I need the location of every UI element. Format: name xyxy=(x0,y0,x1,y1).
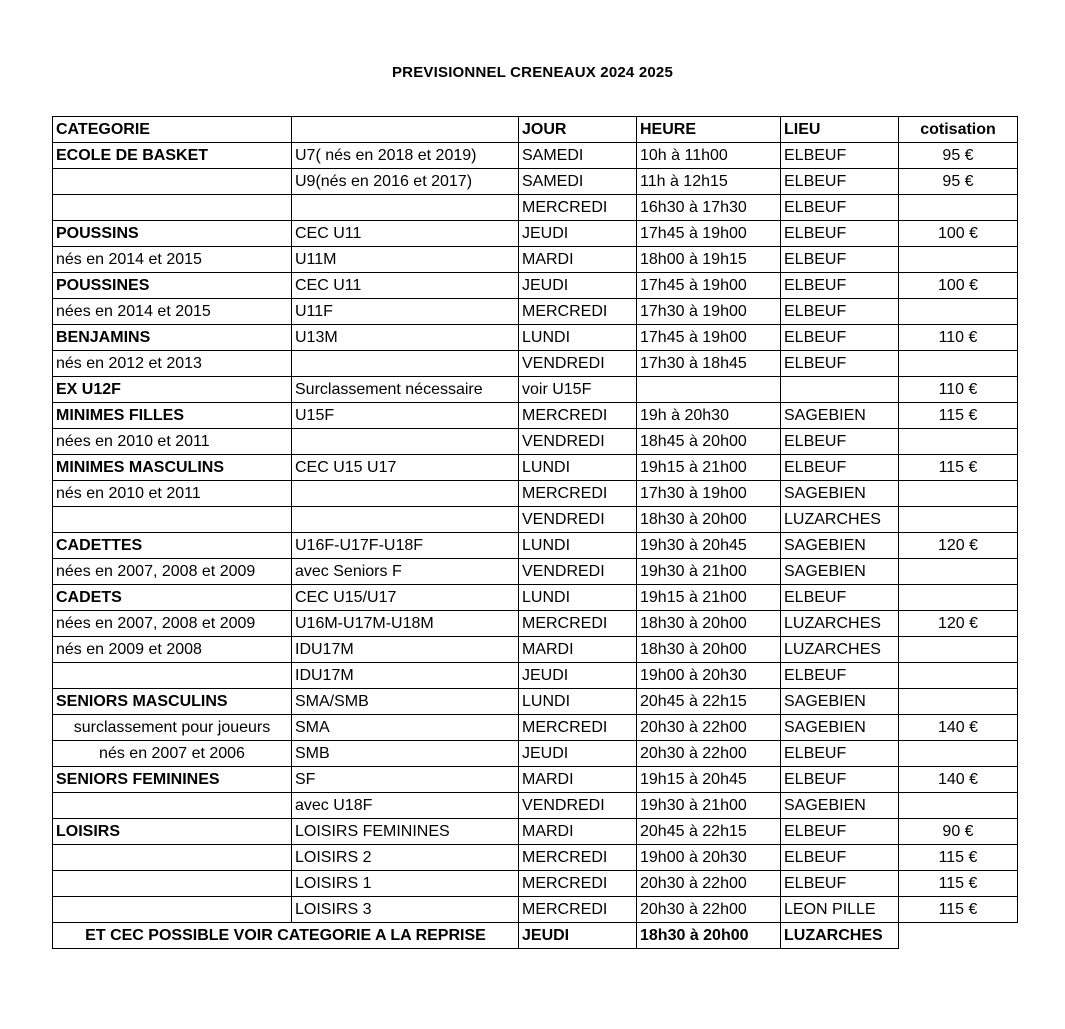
cell-cotisation: 120 € xyxy=(899,533,1018,559)
table-row xyxy=(53,377,1018,403)
cell-cotisation: 120 € xyxy=(899,611,1018,637)
cell-heure: 19h00 à 20h30 xyxy=(637,845,781,871)
cell-jour: MARDI xyxy=(519,767,637,793)
cell-categorie: MINIMES MASCULINS xyxy=(53,455,292,481)
table-row xyxy=(53,689,1018,715)
cell-cotisation xyxy=(899,689,1018,715)
table-row xyxy=(53,325,1018,351)
table-row xyxy=(53,897,1018,923)
cell-jour: LUNDI xyxy=(519,585,637,611)
cell-cotisation xyxy=(899,663,1018,689)
table-row xyxy=(53,585,1018,611)
cell-jour: MERCREDI xyxy=(519,715,637,741)
cell-lieu: SAGEBIEN xyxy=(781,533,899,559)
cell-categorie: BENJAMINS xyxy=(53,325,292,351)
cell-heure: 18h45 à 20h00 xyxy=(637,429,781,455)
cell-subcategory: U13M xyxy=(292,325,519,351)
cell-categorie xyxy=(53,897,292,923)
cell-categorie: nées en 2014 et 2015 xyxy=(53,299,292,325)
cell-lieu: ELBEUF xyxy=(781,663,899,689)
cell-subcategory: IDU17M xyxy=(292,637,519,663)
cell-categorie xyxy=(53,845,292,871)
cell-jour: VENDREDI xyxy=(519,351,637,377)
cell-categorie: nées en 2007, 2008 et 2009 xyxy=(53,611,292,637)
cell-heure xyxy=(637,377,781,403)
cell-heure: 19h15 à 20h45 xyxy=(637,767,781,793)
table-row xyxy=(53,819,1018,845)
schedule-table xyxy=(52,116,1018,949)
cell-heure: 17h45 à 19h00 xyxy=(637,221,781,247)
cell-subcategory: LOISIRS FEMININES xyxy=(292,819,519,845)
cell-heure: 19h30 à 20h45 xyxy=(637,533,781,559)
footer-heure: 18h30 à 20h00 xyxy=(637,923,781,949)
cell-jour: SAMEDI xyxy=(519,169,637,195)
cell-lieu: SAGEBIEN xyxy=(781,559,899,585)
table-row xyxy=(53,871,1018,897)
cell-lieu xyxy=(781,377,899,403)
table-row xyxy=(53,247,1018,273)
cell-lieu: SAGEBIEN xyxy=(781,715,899,741)
cell-subcategory: CEC U15/U17 xyxy=(292,585,519,611)
footer-jour: JEUDI xyxy=(519,923,637,949)
cell-subcategory xyxy=(292,195,519,221)
cell-categorie: SENIORS MASCULINS xyxy=(53,689,292,715)
cell-lieu: ELBEUF xyxy=(781,143,899,169)
cell-categorie: CADETTES xyxy=(53,533,292,559)
table-header-row xyxy=(53,117,1018,143)
cell-cotisation: 115 € xyxy=(899,403,1018,429)
cell-jour: JEUDI xyxy=(519,273,637,299)
cell-cotisation: 140 € xyxy=(899,767,1018,793)
cell-subcategory: LOISIRS 3 xyxy=(292,897,519,923)
cell-jour: MERCREDI xyxy=(519,611,637,637)
cell-heure: 19h30 à 21h00 xyxy=(637,559,781,585)
cell-heure: 17h30 à 18h45 xyxy=(637,351,781,377)
cell-categorie: nés en 2010 et 2011 xyxy=(53,481,292,507)
table-row xyxy=(53,793,1018,819)
cell-jour: MERCREDI xyxy=(519,299,637,325)
table-row xyxy=(53,351,1018,377)
cell-categorie: EX U12F xyxy=(53,377,292,403)
cell-lieu: ELBEUF xyxy=(781,429,899,455)
cell-subcategory: IDU17M xyxy=(292,663,519,689)
cell-jour: JEUDI xyxy=(519,663,637,689)
cell-categorie xyxy=(53,793,292,819)
cell-categorie: SENIORS FEMININES xyxy=(53,767,292,793)
cell-lieu: ELBEUF xyxy=(781,845,899,871)
cell-lieu: ELBEUF xyxy=(781,169,899,195)
cell-heure: 17h30 à 19h00 xyxy=(637,481,781,507)
table-row xyxy=(53,741,1018,767)
cell-heure: 20h30 à 22h00 xyxy=(637,741,781,767)
cell-cotisation: 95 € xyxy=(899,169,1018,195)
header-cotisation: cotisation xyxy=(899,117,1018,143)
cell-lieu: LEON PILLE xyxy=(781,897,899,923)
cell-categorie: surclassement pour joueurs xyxy=(53,715,292,741)
cell-cotisation: 115 € xyxy=(899,871,1018,897)
cell-subcategory: SMA/SMB xyxy=(292,689,519,715)
cell-cotisation xyxy=(899,559,1018,585)
cell-lieu: ELBEUF xyxy=(781,247,899,273)
cell-jour: VENDREDI xyxy=(519,793,637,819)
header-lieu: LIEU xyxy=(781,117,899,143)
cell-jour: MERCREDI xyxy=(519,481,637,507)
cell-jour: VENDREDI xyxy=(519,507,637,533)
cell-heure: 20h30 à 22h00 xyxy=(637,897,781,923)
cell-categorie: nées en 2007, 2008 et 2009 xyxy=(53,559,292,585)
cell-cotisation xyxy=(899,429,1018,455)
footer-row xyxy=(53,923,1018,949)
cell-cotisation: 140 € xyxy=(899,715,1018,741)
cell-jour: MARDI xyxy=(519,637,637,663)
cell-categorie: ECOLE DE BASKET xyxy=(53,143,292,169)
header-subcategory xyxy=(292,117,519,143)
cell-heure: 10h à 11h00 xyxy=(637,143,781,169)
cell-lieu: ELBEUF xyxy=(781,325,899,351)
table-row xyxy=(53,481,1018,507)
cell-cotisation: 95 € xyxy=(899,143,1018,169)
cell-jour: MERCREDI xyxy=(519,195,637,221)
cell-jour: SAMEDI xyxy=(519,143,637,169)
cell-categorie: POUSSINES xyxy=(53,273,292,299)
cell-subcategory: LOISIRS 1 xyxy=(292,871,519,897)
cell-subcategory: U15F xyxy=(292,403,519,429)
header-jour: JOUR xyxy=(519,117,637,143)
cell-categorie: nées en 2010 et 2011 xyxy=(53,429,292,455)
cell-lieu: LUZARCHES xyxy=(781,637,899,663)
cell-cotisation: 115 € xyxy=(899,897,1018,923)
cell-jour: LUNDI xyxy=(519,533,637,559)
table-row xyxy=(53,845,1018,871)
cell-categorie: nés en 2009 et 2008 xyxy=(53,637,292,663)
cell-heure: 20h45 à 22h15 xyxy=(637,819,781,845)
cell-heure: 20h30 à 22h00 xyxy=(637,715,781,741)
cell-subcategory: CEC U11 xyxy=(292,273,519,299)
cell-lieu: SAGEBIEN xyxy=(781,793,899,819)
cell-cotisation: 110 € xyxy=(899,377,1018,403)
cell-subcategory: avec Seniors F xyxy=(292,559,519,585)
table-row xyxy=(53,221,1018,247)
cell-subcategory: U7( nés en 2018 et 2019) xyxy=(292,143,519,169)
footer-lieu: LUZARCHES xyxy=(781,923,899,949)
table-row xyxy=(53,507,1018,533)
cell-jour: VENDREDI xyxy=(519,559,637,585)
cell-jour: JEUDI xyxy=(519,221,637,247)
cell-jour: MARDI xyxy=(519,819,637,845)
table-row xyxy=(53,533,1018,559)
cell-jour: MERCREDI xyxy=(519,897,637,923)
cell-lieu: ELBEUF xyxy=(781,195,899,221)
cell-heure: 17h45 à 19h00 xyxy=(637,273,781,299)
cell-subcategory: CEC U15 U17 xyxy=(292,455,519,481)
cell-jour: MERCREDI xyxy=(519,403,637,429)
cell-cotisation xyxy=(899,507,1018,533)
cell-categorie: nés en 2007 et 2006 xyxy=(53,741,292,767)
cell-categorie: LOISIRS xyxy=(53,819,292,845)
table-row xyxy=(53,767,1018,793)
cell-heure: 19h30 à 21h00 xyxy=(637,793,781,819)
cell-heure: 19h00 à 20h30 xyxy=(637,663,781,689)
cell-lieu: ELBEUF xyxy=(781,455,899,481)
table-row xyxy=(53,455,1018,481)
cell-subcategory: U11M xyxy=(292,247,519,273)
cell-jour: MERCREDI xyxy=(519,845,637,871)
cell-cotisation xyxy=(899,351,1018,377)
cell-subcategory xyxy=(292,351,519,377)
cell-categorie: nés en 2012 et 2013 xyxy=(53,351,292,377)
cell-subcategory: SMA xyxy=(292,715,519,741)
cell-heure: 18h30 à 20h00 xyxy=(637,611,781,637)
cell-heure: 17h45 à 19h00 xyxy=(637,325,781,351)
cell-categorie: nés en 2014 et 2015 xyxy=(53,247,292,273)
cell-cotisation: 115 € xyxy=(899,455,1018,481)
cell-subcategory xyxy=(292,481,519,507)
table-row xyxy=(53,299,1018,325)
cell-cotisation xyxy=(899,741,1018,767)
table-row xyxy=(53,559,1018,585)
cell-categorie xyxy=(53,507,292,533)
cell-categorie xyxy=(53,663,292,689)
cell-cotisation xyxy=(899,585,1018,611)
cell-lieu: SAGEBIEN xyxy=(781,689,899,715)
footer-note: ET CEC POSSIBLE VOIR CATEGORIE A LA REPRISE xyxy=(53,923,519,949)
cell-heure: 20h30 à 22h00 xyxy=(637,871,781,897)
table-row xyxy=(53,273,1018,299)
cell-cotisation xyxy=(899,637,1018,663)
cell-cotisation: 110 € xyxy=(899,325,1018,351)
cell-jour: LUNDI xyxy=(519,455,637,481)
cell-jour: MARDI xyxy=(519,247,637,273)
cell-heure: 16h30 à 17h30 xyxy=(637,195,781,221)
cell-cotisation xyxy=(899,195,1018,221)
cell-lieu: SAGEBIEN xyxy=(781,403,899,429)
cell-categorie: MINIMES FILLES xyxy=(53,403,292,429)
cell-jour: JEUDI xyxy=(519,741,637,767)
cell-heure: 18h30 à 20h00 xyxy=(637,637,781,663)
cell-heure: 19h15 à 21h00 xyxy=(637,455,781,481)
cell-lieu: ELBEUF xyxy=(781,741,899,767)
cell-lieu: SAGEBIEN xyxy=(781,481,899,507)
cell-heure: 19h15 à 21h00 xyxy=(637,585,781,611)
cell-heure: 18h30 à 20h00 xyxy=(637,507,781,533)
cell-lieu: ELBEUF xyxy=(781,299,899,325)
cell-subcategory: SF xyxy=(292,767,519,793)
cell-subcategory: CEC U11 xyxy=(292,221,519,247)
cell-subcategory: Surclassement nécessaire xyxy=(292,377,519,403)
cell-subcategory xyxy=(292,429,519,455)
cell-heure: 20h45 à 22h15 xyxy=(637,689,781,715)
cell-heure: 11h à 12h15 xyxy=(637,169,781,195)
cell-lieu: ELBEUF xyxy=(781,221,899,247)
header-categorie: CATEGORIE xyxy=(53,117,292,143)
footer-empty-cell xyxy=(899,923,1018,949)
cell-lieu: ELBEUF xyxy=(781,585,899,611)
cell-categorie xyxy=(53,195,292,221)
cell-lieu: LUZARCHES xyxy=(781,611,899,637)
cell-categorie xyxy=(53,169,292,195)
cell-subcategory: U9(nés en 2016 et 2017) xyxy=(292,169,519,195)
cell-jour: VENDREDI xyxy=(519,429,637,455)
cell-subcategory: U16F-U17F-U18F xyxy=(292,533,519,559)
table-row xyxy=(53,429,1018,455)
cell-cotisation: 115 € xyxy=(899,845,1018,871)
cell-cotisation: 100 € xyxy=(899,221,1018,247)
cell-jour: voir U15F xyxy=(519,377,637,403)
cell-cotisation xyxy=(899,793,1018,819)
cell-lieu: ELBEUF xyxy=(781,819,899,845)
table-row xyxy=(53,143,1018,169)
table-row xyxy=(53,195,1018,221)
cell-lieu: ELBEUF xyxy=(781,767,899,793)
cell-subcategory: LOISIRS 2 xyxy=(292,845,519,871)
page-title: PREVISIONNEL CRENEAUX 2024 2025 xyxy=(391,64,674,81)
cell-categorie: CADETS xyxy=(53,585,292,611)
cell-heure: 17h30 à 19h00 xyxy=(637,299,781,325)
cell-cotisation xyxy=(899,247,1018,273)
cell-cotisation: 100 € xyxy=(899,273,1018,299)
table-row xyxy=(53,715,1018,741)
table-row xyxy=(53,611,1018,637)
header-heure: HEURE xyxy=(637,117,781,143)
cell-lieu: LUZARCHES xyxy=(781,507,899,533)
cell-lieu: ELBEUF xyxy=(781,273,899,299)
table-row xyxy=(53,169,1018,195)
cell-subcategory: SMB xyxy=(292,741,519,767)
table-row xyxy=(53,663,1018,689)
cell-lieu: ELBEUF xyxy=(781,871,899,897)
cell-jour: LUNDI xyxy=(519,325,637,351)
table-row xyxy=(53,637,1018,663)
cell-subcategory: U11F xyxy=(292,299,519,325)
table-row xyxy=(53,403,1018,429)
cell-jour: LUNDI xyxy=(519,689,637,715)
cell-categorie xyxy=(53,871,292,897)
cell-heure: 18h00 à 19h15 xyxy=(637,247,781,273)
cell-subcategory: avec U18F xyxy=(292,793,519,819)
cell-heure: 19h à 20h30 xyxy=(637,403,781,429)
cell-cotisation: 90 € xyxy=(899,819,1018,845)
cell-subcategory: U16M-U17M-U18M xyxy=(292,611,519,637)
table-body xyxy=(53,143,1018,923)
cell-cotisation xyxy=(899,299,1018,325)
cell-cotisation xyxy=(899,481,1018,507)
cell-subcategory xyxy=(292,507,519,533)
cell-lieu: ELBEUF xyxy=(781,351,899,377)
cell-categorie: POUSSINS xyxy=(53,221,292,247)
cell-jour: MERCREDI xyxy=(519,871,637,897)
